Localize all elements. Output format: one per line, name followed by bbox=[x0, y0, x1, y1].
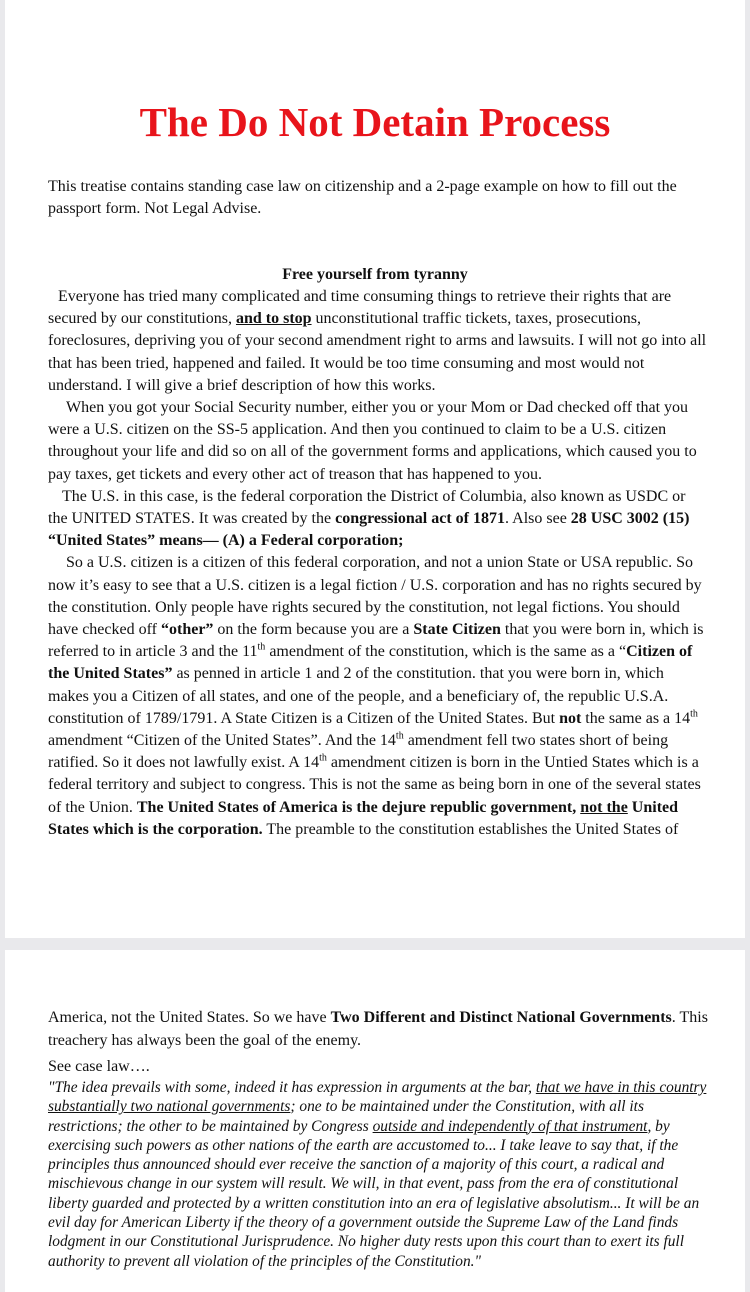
section-heading: Free yourself from tyranny bbox=[282, 266, 468, 283]
case-law-quote: "The idea prevails with some, indeed it has expression in arguments at the bar, that we have in this country substantially two national governments; one to be maintained under the Constitution, with all its restrictions; the other to be maintained by Congress outside and independently of that instrument, by exercising such powers as other nations of the earth are accustomed to... I take leave to say that, if the principles thus announced should ever receive the sanction of a majority of this court, a radical and mischievous change in our system will result. We will, in that event, pass from the era of constitutional liberty guarded and protected by a written constitution into an era of legislative absolutism... It will be an evil day for American Liberty if the theory of a government outside the Supreme Law of the Land finds lodgment in our Constitutional Jurisprudence. No higher duty rests upon this court than to exert its full authority to prevent all violation of the principles of the Constitution." bbox=[48, 1079, 707, 1270]
paragraph-2: When you got your Social Security number, either you or your Mom or Dad checked off that you were a U.S. citizen on the SS-5 application. And then you continued to claim to be a U.S. citizen throughout your life and did so on all of the government forms and applications, which caused you to pay taxes, get tickets and every other act of treason that has happened to you. bbox=[48, 399, 697, 483]
paragraph-3: The U.S. in this case, is the federal corporation the District of Columbia, also known as USDC or the UNITED STATES. It was created by the congressional act of 1871. Also see 28 USC 3002 (15) “United States” means— (A) a Federal corporation; bbox=[48, 487, 690, 550]
paragraph-1: Everyone has tried many complicated and time consuming things to retrieve their rights that are secured by our constitutions, and to stop unconstitutional traffic tickets, taxes, prosecutions, foreclosures, depriving you of your second amendment right to arms and lawsuits. I will not go into all that has been tried, happened and failed. It would be too time consuming and most would not understand. I will give a brief description of how this works. bbox=[48, 288, 707, 394]
document-page-2 bbox=[5, 950, 745, 1292]
continuation-paragraph: America, not the United States. So we have Two Different and Distinct National Governments. This treachery has always been the goal of the enemy. bbox=[48, 1009, 708, 1049]
document-page-1 bbox=[5, 0, 745, 938]
document-title: The Do Not Detain Process bbox=[139, 99, 611, 145]
see-case-law-label: See case law…. bbox=[48, 1058, 150, 1075]
body-text bbox=[48, 286, 708, 841]
paragraph-4: So a U.S. citizen is a citizen of this federal corporation, and not a union State or USA republic. So now it’s easy to see that a U.S. citizen is a legal fiction / U.S. corporation and has no rights secured by the constitution. Only people have rights secured by the constitution, not legal fictions. You should have checked off “other” on the form because you are a State Citizen that you were born in, which is referred to in article 3 and the 11th amendment of the constitution, which is the same as a “Citizen of the United States” as penned in article 1 and 2 of the constitution. that you were born in, which makes you a Citizen of all states, and one of the people, and a beneficiary of, the republic U.S.A. constitution of 1789/1791. A State Citizen is a Citizen of the United States. But not the same as a 14th amendment “Citizen of the United States”. And the 14th amendment fell two states short of being ratified. So it does not lawfully exist. A 14th amendment citizen is born in the Untied States which is a federal territory and subject to congress. This is not the same as being born in one of the several states of the Union. The United States of America is the dejure republic government, not the United States which is the corporation. The preamble to the constitution establishes the United States of bbox=[48, 554, 704, 838]
intro-paragraph: This treatise contains standing case law on citizenship and a 2-page example on how to fill out the passport form. Not Legal Advise. bbox=[48, 178, 677, 217]
